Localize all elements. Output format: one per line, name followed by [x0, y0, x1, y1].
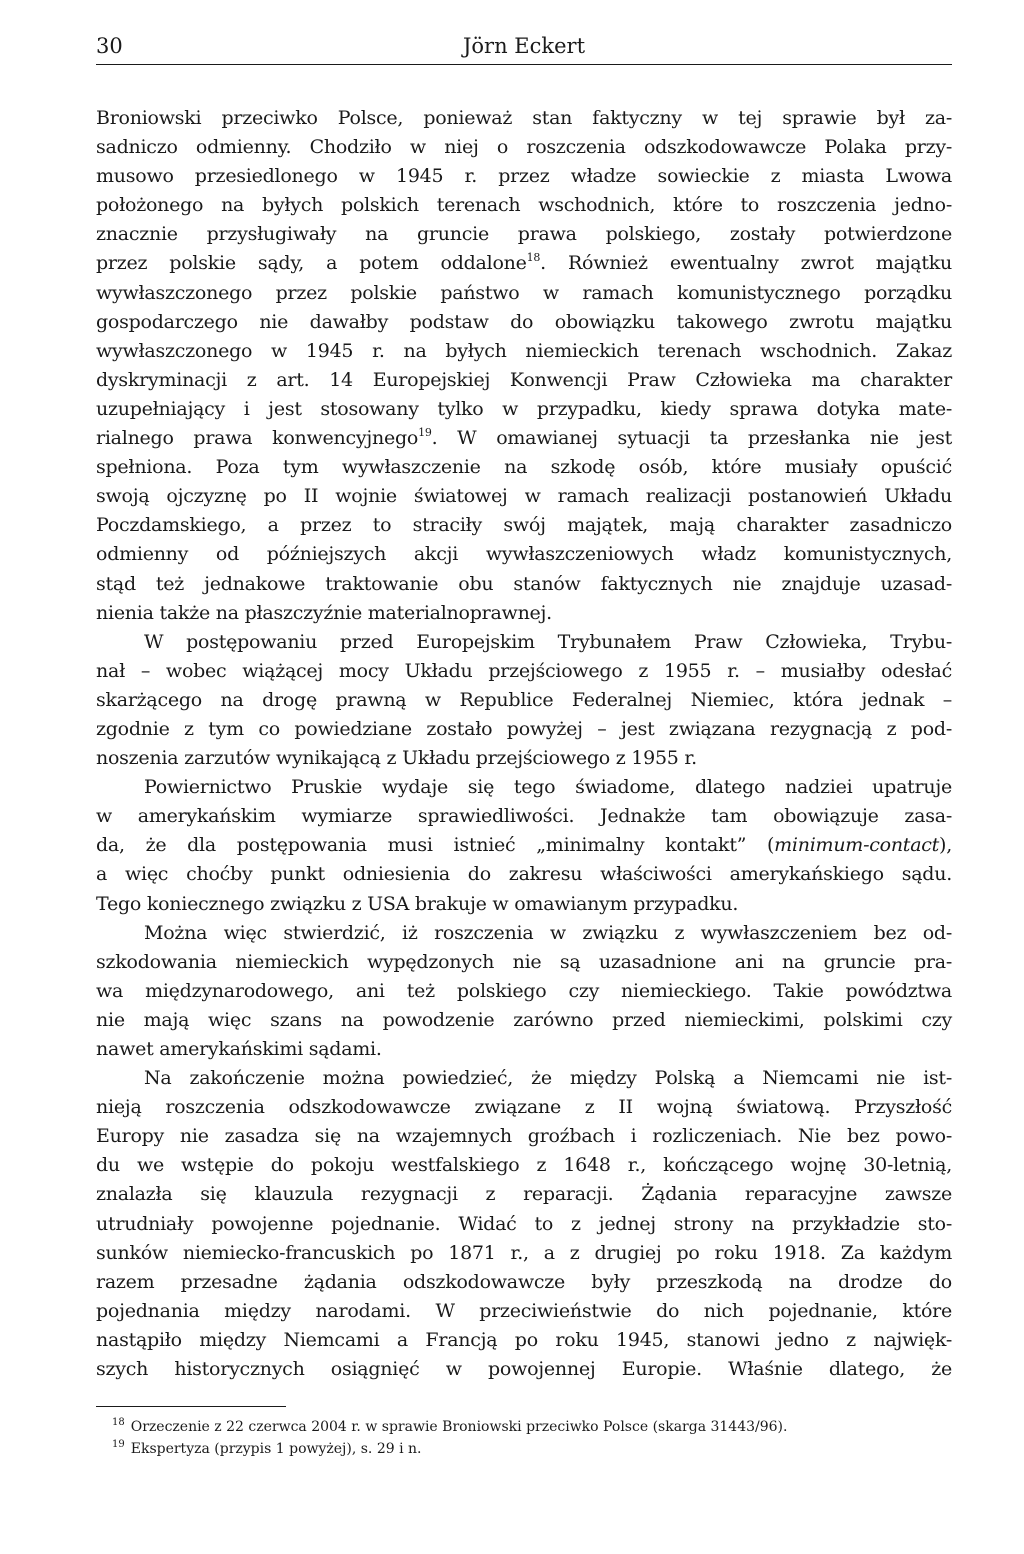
text-line: swoją ojczyznę po II wojnie światowej w ramach realizacji postanowień Układu	[96, 485, 952, 508]
text-line: Europy nie zasadza się na wzajemnych groźbach i rozliczeniach. Nie bez powo-	[96, 1125, 952, 1148]
text-line: dyskryminacji z art. 14 Europejskiej Konwencji Praw Człowieka ma charakter	[96, 368, 952, 391]
text-line: noszenia zarzutów wynikającą z Układu przejściowego z 1955 r.	[96, 747, 697, 770]
text-line: du we wstępie do pokoju westfalskiego z 1648 r., kończącego wojnę 30-letnią,	[96, 1154, 952, 1177]
footnote-18	[112, 1416, 932, 1438]
text-line: odmienny od późniejszych akcji wywłaszczeniowych władz komunistycznych,	[96, 543, 952, 566]
text-line: szych historycznych osiągnięć w powojennej Europie. Właśnie dlatego, że	[96, 1358, 952, 1381]
text-line: Broniowski przeciwko Polsce, ponieważ stan faktyczny w tej sprawie był za-	[96, 107, 952, 129]
text-line: nastąpiło między Niemcami a Francją po roku 1945, stanowi jedno z najwięk-	[96, 1328, 952, 1351]
text-line: uzupełniający i jest stosowany tylko w przypadku, kiedy sprawa dotyka mate-	[96, 397, 952, 420]
footnote-number: 19	[112, 1439, 125, 1450]
text-line	[96, 249, 952, 278]
footnote-reference: 19	[418, 426, 432, 440]
text-line: skarżącego na drogę prawną w Republice Federalnej Niemiec, która jednak –	[96, 688, 952, 711]
text-line: znacznie przysługiwały na gruncie prawa polskiego, zostały potwierdzone	[96, 223, 952, 246]
footnote-19	[112, 1438, 932, 1460]
line-text: przez polskie sądy, a potem oddalone	[96, 252, 527, 275]
text-line: wywłaszczonego w 1945 r. na byłych niemieckich terenach wschodnich. Zakaz	[96, 339, 952, 362]
text-line: Tego koniecznego związku z USA brakuje w omawianym przypadku.	[96, 892, 739, 915]
header-rule	[96, 64, 952, 65]
text-line: sadniczo odmienny. Chodziło w niej o roszczenia odszkodowawcze Polaka przy-	[96, 136, 952, 159]
footnote-rule	[96, 1406, 286, 1407]
text-line: a więc choćby punkt odniesienia do zakresu właściwości amerykańskiego sądu.	[96, 863, 952, 886]
text-line: znalazła się klauzula rezygnacji z reparacji. Żądania reparacyjne zawsze	[96, 1183, 952, 1206]
text-line: szkodowania niemieckich wypędzonych nie są uzasadnione ani na gruncie pra-	[96, 950, 952, 973]
text-line: musowo przesiedlonego w 1945 r. przez władze sowieckie z miasta Lwowa	[96, 165, 952, 188]
line-text: . W omawianej sytuacji ta przesłanka nie jest	[431, 427, 952, 450]
text-line: Powiernictwo Pruskie wydaje się tego świadome, dlatego nadziei upatruje	[144, 776, 952, 799]
text-line	[96, 831, 952, 860]
text-line: nienia także na płaszczyźnie materialnoprawnej.	[96, 601, 552, 624]
running-head	[96, 34, 952, 64]
text-line: sunków niemiecko-francuskich po 1871 r., a z drugiej po roku 1918. Za każdym	[96, 1241, 952, 1264]
text-line: w amerykańskim wymiarze sprawiedliwości. Jednakże tam obowiązuje zasa-	[96, 805, 952, 828]
text-line: zgodnie z tym co powiedziane zostało powyżej – jest związana rezygnacją z pod-	[96, 717, 952, 740]
line-text: ),	[939, 834, 952, 857]
footnotes	[112, 1416, 932, 1460]
text-line: Na zakończenie można powiedzieć, że między Polską a Niemcami nie ist-	[144, 1067, 952, 1090]
page-number: 30	[96, 34, 123, 58]
text-line: W postępowaniu przed Europejskim Trybunałem Praw Człowieka, Trybu-	[144, 630, 952, 653]
running-head-author: Jörn Eckert	[462, 34, 586, 58]
text-line: pojednania między narodami. W przeciwieństwie do nich pojednanie, które	[96, 1299, 952, 1322]
text-line: utrudniały powojenne pojednanie. Widać to z jednej strony na przykładzie sto-	[96, 1212, 952, 1235]
line-text: rialnego prawa konwencyjnego	[96, 427, 419, 450]
text-line: położonego na byłych polskich terenach wschodnich, które to roszczenia jedno-	[96, 194, 952, 217]
text-line: wa międzynarodowego, ani też polskiego czy niemieckiego. Takie powództwa	[96, 979, 952, 1002]
italic-term: minimum-contact	[774, 834, 940, 857]
text-line	[96, 424, 952, 453]
text-line: gospodarczego nie dawałby podstaw do obowiązku takowego zwrotu majątku	[96, 310, 952, 333]
footnote-number: 18	[112, 1417, 125, 1428]
text-line: nawet amerykańskimi sądami.	[96, 1038, 382, 1060]
text-line: nie mają więc szans na powodzenie zarówno przed niemieckimi, polskimi czy	[96, 1008, 952, 1031]
line-text: da, że dla postępowania musi istnieć „minimalny kontakt” (	[96, 834, 775, 857]
text-line: nał – wobec wiążącej mocy Układu przejściowego z 1955 r. – musiałby odesłać	[96, 659, 952, 682]
text-line: razem przesadne żądania odszkodowawcze były przeszkodą na drodze do	[96, 1270, 952, 1293]
footnote-text: Ekspertyza (przypis 1 powyżej), s. 29 i n.	[130, 1441, 422, 1457]
footnote-text: Orzeczenie z 22 czerwca 2004 r. w sprawie Broniowski przeciwko Polsce (skarga 31443/96).	[130, 1419, 788, 1435]
text-line: Można więc stwierdzić, iż roszczenia w związku z wywłaszczeniem bez od-	[144, 921, 952, 944]
text-line: stąd też jednakowe traktowanie obu stanów faktycznych nie znajduje uzasad-	[96, 572, 952, 595]
body-text	[96, 104, 952, 1384]
line-text: . Również ewentualny zwrot majątku	[540, 252, 953, 275]
text-line: nieją roszczenia odszkodowawcze związane z II wojną światową. Przyszłość	[96, 1096, 952, 1119]
text-line: Poczdamskiego, a przez to straciły swój majątek, mają charakter zasadniczo	[96, 514, 952, 537]
footnote-reference: 18	[526, 251, 541, 265]
text-line: spełniona. Poza tym wywłaszczenie na szkodę osób, które musiały opuścić	[96, 456, 952, 479]
text-line: wywłaszczonego przez polskie państwo w ramach komunistycznego porządku	[96, 281, 952, 304]
